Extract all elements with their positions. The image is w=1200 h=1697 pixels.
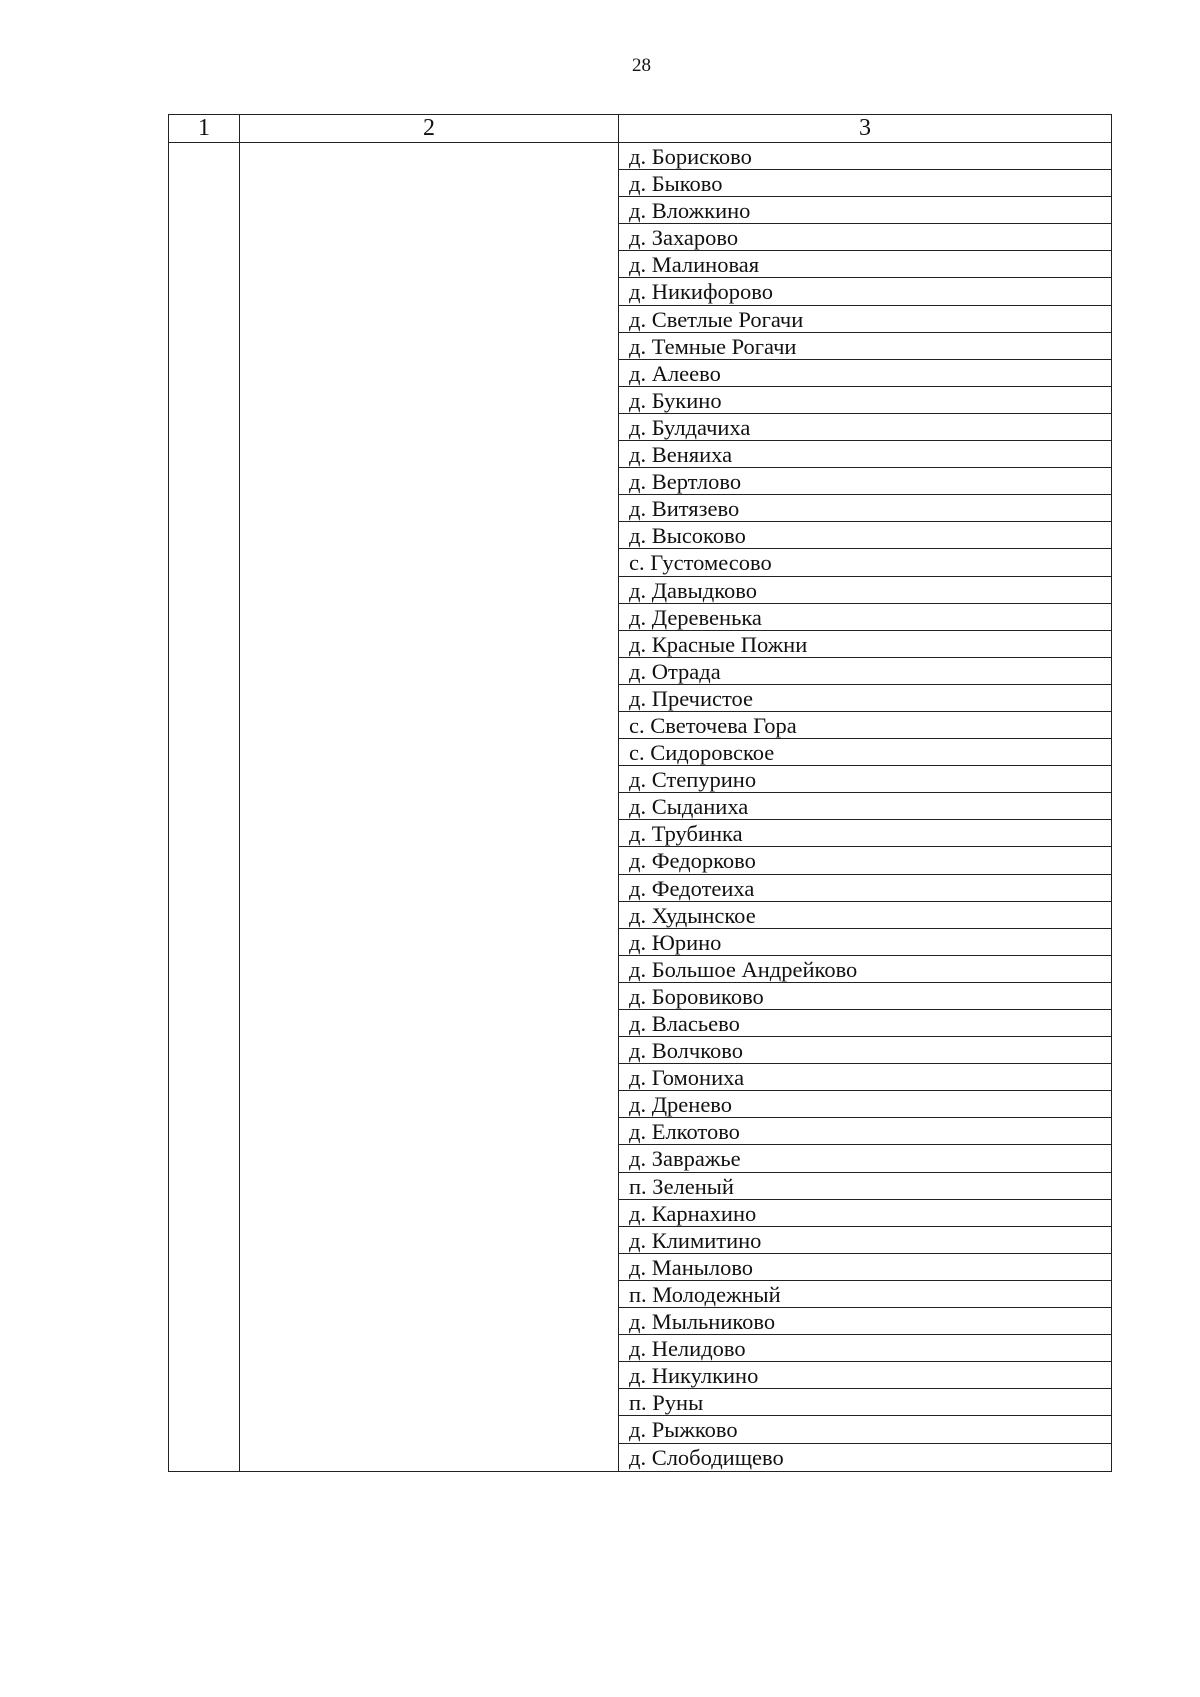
settlement-item: д. Никулкино bbox=[619, 1362, 1111, 1389]
settlement-item: д. Витязево bbox=[619, 495, 1111, 522]
settlement-item: д. Федотеиха bbox=[619, 875, 1111, 902]
settlement-item: д. Нелидово bbox=[619, 1335, 1111, 1362]
settlement-item: д. Елкотово bbox=[619, 1118, 1111, 1145]
settlement-item: д. Веняиха bbox=[619, 441, 1111, 468]
settlement-item: д. Темные Рогачи bbox=[619, 333, 1111, 360]
settlement-item: д. Захарово bbox=[619, 224, 1111, 251]
settlement-item: д. Булдачиха bbox=[619, 414, 1111, 441]
settlements-table bbox=[168, 114, 1112, 1472]
table-row bbox=[169, 143, 1112, 1472]
column-2-cell bbox=[240, 143, 619, 1472]
settlement-item: д. Красные Пожни bbox=[619, 631, 1111, 658]
settlement-item: д. Большое Андрейково bbox=[619, 956, 1111, 983]
settlement-item: с. Светочева Гора bbox=[619, 712, 1111, 739]
settlement-item: д. Пречистое bbox=[619, 685, 1111, 712]
settlement-item: д. Никифорово bbox=[619, 278, 1111, 305]
settlement-item: д. Рыжково bbox=[619, 1416, 1111, 1443]
settlement-item: д. Федорково bbox=[619, 847, 1111, 874]
settlement-item: д. Букино bbox=[619, 387, 1111, 414]
settlement-item: п. Руны bbox=[619, 1389, 1111, 1416]
settlement-item: д. Деревенька bbox=[619, 604, 1111, 631]
settlement-item: д. Дренево bbox=[619, 1091, 1111, 1118]
settlement-item: д. Боровиково bbox=[619, 983, 1111, 1010]
settlement-item: д. Отрада bbox=[619, 658, 1111, 685]
settlement-item: д. Завражье bbox=[619, 1145, 1111, 1172]
settlement-item: п. Зеленый bbox=[619, 1173, 1111, 1200]
settlement-item: д. Малиновая bbox=[619, 251, 1111, 278]
settlement-item: д. Юрино bbox=[619, 929, 1111, 956]
settlement-item: д. Сыданиха bbox=[619, 793, 1111, 820]
settlement-item: д. Карнахино bbox=[619, 1200, 1111, 1227]
settlement-item: с. Густомесово bbox=[619, 549, 1111, 576]
page-number: 28 bbox=[632, 55, 651, 76]
column-header-3: 3 bbox=[619, 115, 1112, 143]
settlement-item: д. Борисково bbox=[619, 143, 1111, 170]
table-header-row bbox=[169, 115, 1112, 143]
settlement-item: д. Мыльниково bbox=[619, 1308, 1111, 1335]
settlement-item: д. Слободищево bbox=[629, 1444, 784, 1470]
settlement-item: д. Давыдково bbox=[619, 577, 1111, 604]
settlement-item: п. Молодежный bbox=[619, 1281, 1111, 1308]
settlement-item: д. Гомониха bbox=[619, 1064, 1111, 1091]
settlement-item: д. Высоково bbox=[619, 522, 1111, 549]
settlement-list bbox=[619, 143, 1111, 1471]
settlement-item: д. Волчково bbox=[619, 1037, 1111, 1064]
settlement-item: д. Трубинка bbox=[619, 820, 1111, 847]
settlement-item: д. Манылово bbox=[619, 1254, 1111, 1281]
column-3-cell bbox=[619, 143, 1112, 1472]
settlement-item: д. Алеево bbox=[619, 360, 1111, 387]
settlement-item: д. Худынское bbox=[619, 902, 1111, 929]
settlement-item: д. Вертлово bbox=[619, 468, 1111, 495]
settlement-item: д. Вложкино bbox=[619, 197, 1111, 224]
settlement-item: д. Светлые Рогачи bbox=[619, 306, 1111, 333]
settlement-item: д. Власьево bbox=[619, 1010, 1111, 1037]
settlement-item: д. Климитино bbox=[619, 1227, 1111, 1254]
column-header-2: 2 bbox=[240, 115, 619, 143]
settlement-item: с. Сидоровское bbox=[619, 739, 1111, 766]
column-1-cell bbox=[169, 143, 240, 1472]
settlement-item: д. Быково bbox=[619, 170, 1111, 197]
settlement-item: д. Степурино bbox=[619, 766, 1111, 793]
column-header-1: 1 bbox=[169, 115, 240, 143]
